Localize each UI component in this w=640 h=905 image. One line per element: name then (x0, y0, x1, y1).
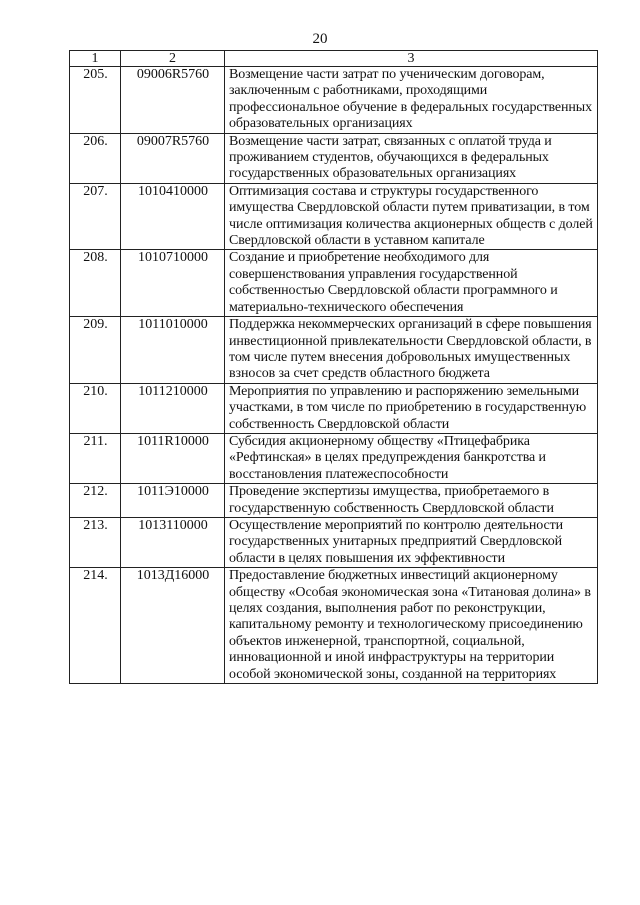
budget-classification-table (69, 50, 598, 684)
row-description: Осуществление мероприятий по контролю деятельности государственных унитарных предприятий Свердловской области в целях повышения их эффективности (225, 517, 598, 567)
row-number: 213. (70, 517, 121, 567)
row-code: 1011210000 (121, 383, 225, 433)
row-description: Субсидия акционерному обществу «Птицефабрика «Рефтинская» в целях предупреждения банкротства и восстановления платежеспособности (225, 433, 598, 483)
row-description: Поддержка некоммерческих организаций в сфере повышения инвестиционной привлекательности Свердловской области, в том числе путем внесения добровольных имущественных взносов за счет средств областного бюджета (225, 317, 598, 384)
row-number: 206. (70, 133, 121, 183)
row-number: 207. (70, 183, 121, 250)
row-number: 208. (70, 250, 121, 317)
header-col-1: 1 (70, 51, 121, 67)
row-code: 1010710000 (121, 250, 225, 317)
row-number: 214. (70, 568, 121, 684)
row-code: 09007R5760 (121, 133, 225, 183)
table-row (70, 183, 598, 250)
row-description: Создание и приобретение необходимого для совершенствования управления государственной собственностью Свердловской области программного и материально-технического обеспечения (225, 250, 598, 317)
table-row (70, 484, 598, 518)
row-number: 210. (70, 383, 121, 433)
row-description: Проведение экспертизы имущества, приобретаемого в государственную собственность Свердловской области (225, 484, 598, 518)
row-number: 212. (70, 484, 121, 518)
row-code: 1011010000 (121, 317, 225, 384)
header-col-2: 2 (121, 51, 225, 67)
row-number: 211. (70, 433, 121, 483)
table-row (70, 133, 598, 183)
table-header-row (70, 51, 598, 67)
row-code: 1013Д16000 (121, 568, 225, 684)
table-row (70, 433, 598, 483)
row-code: 1011Э10000 (121, 484, 225, 518)
table-row (70, 568, 598, 684)
row-code: 09006R5760 (121, 67, 225, 134)
row-code: 1013110000 (121, 517, 225, 567)
table-row (70, 517, 598, 567)
table-row (70, 250, 598, 317)
row-description: Оптимизация состава и структуры государственного имущества Свердловской области путем приватизации, в том числе оптимизация количества акционерных обществ с долей Свердловской области в уставном капитале (225, 183, 598, 250)
row-description: Мероприятия по управлению и распоряжению земельными участками, в том числе по приобретению в государственную собственность Свердловской области (225, 383, 598, 433)
row-number: 205. (70, 67, 121, 134)
row-code: 1010410000 (121, 183, 225, 250)
table-row (70, 383, 598, 433)
row-description: Предоставление бюджетных инвестиций акционерному обществу «Особая экономическая зона «Титановая долина» в целях создания, выполнения работ по реконструкции, капитальному ремонту и технологическому присоединению объектов инженерной, транспортной, социальной, инновационной и иной инфраструктуры на территории особой экономической зоны, созданной на территориях (225, 568, 598, 684)
row-description: Возмещение части затрат по ученическим договорам, заключенным с работниками, проходящими профессиональное обучение в федеральных государственных образовательных организациях (225, 67, 598, 134)
row-number: 209. (70, 317, 121, 384)
page-number: 20 (312, 31, 328, 47)
header-col-3: 3 (225, 51, 598, 67)
table-row (70, 317, 598, 384)
row-description: Возмещение части затрат, связанных с оплатой труда и проживанием студентов, обучающихся в федеральных государственных образовательных организациях (225, 133, 598, 183)
row-code: 1011R10000 (121, 433, 225, 483)
table-row (70, 67, 598, 134)
